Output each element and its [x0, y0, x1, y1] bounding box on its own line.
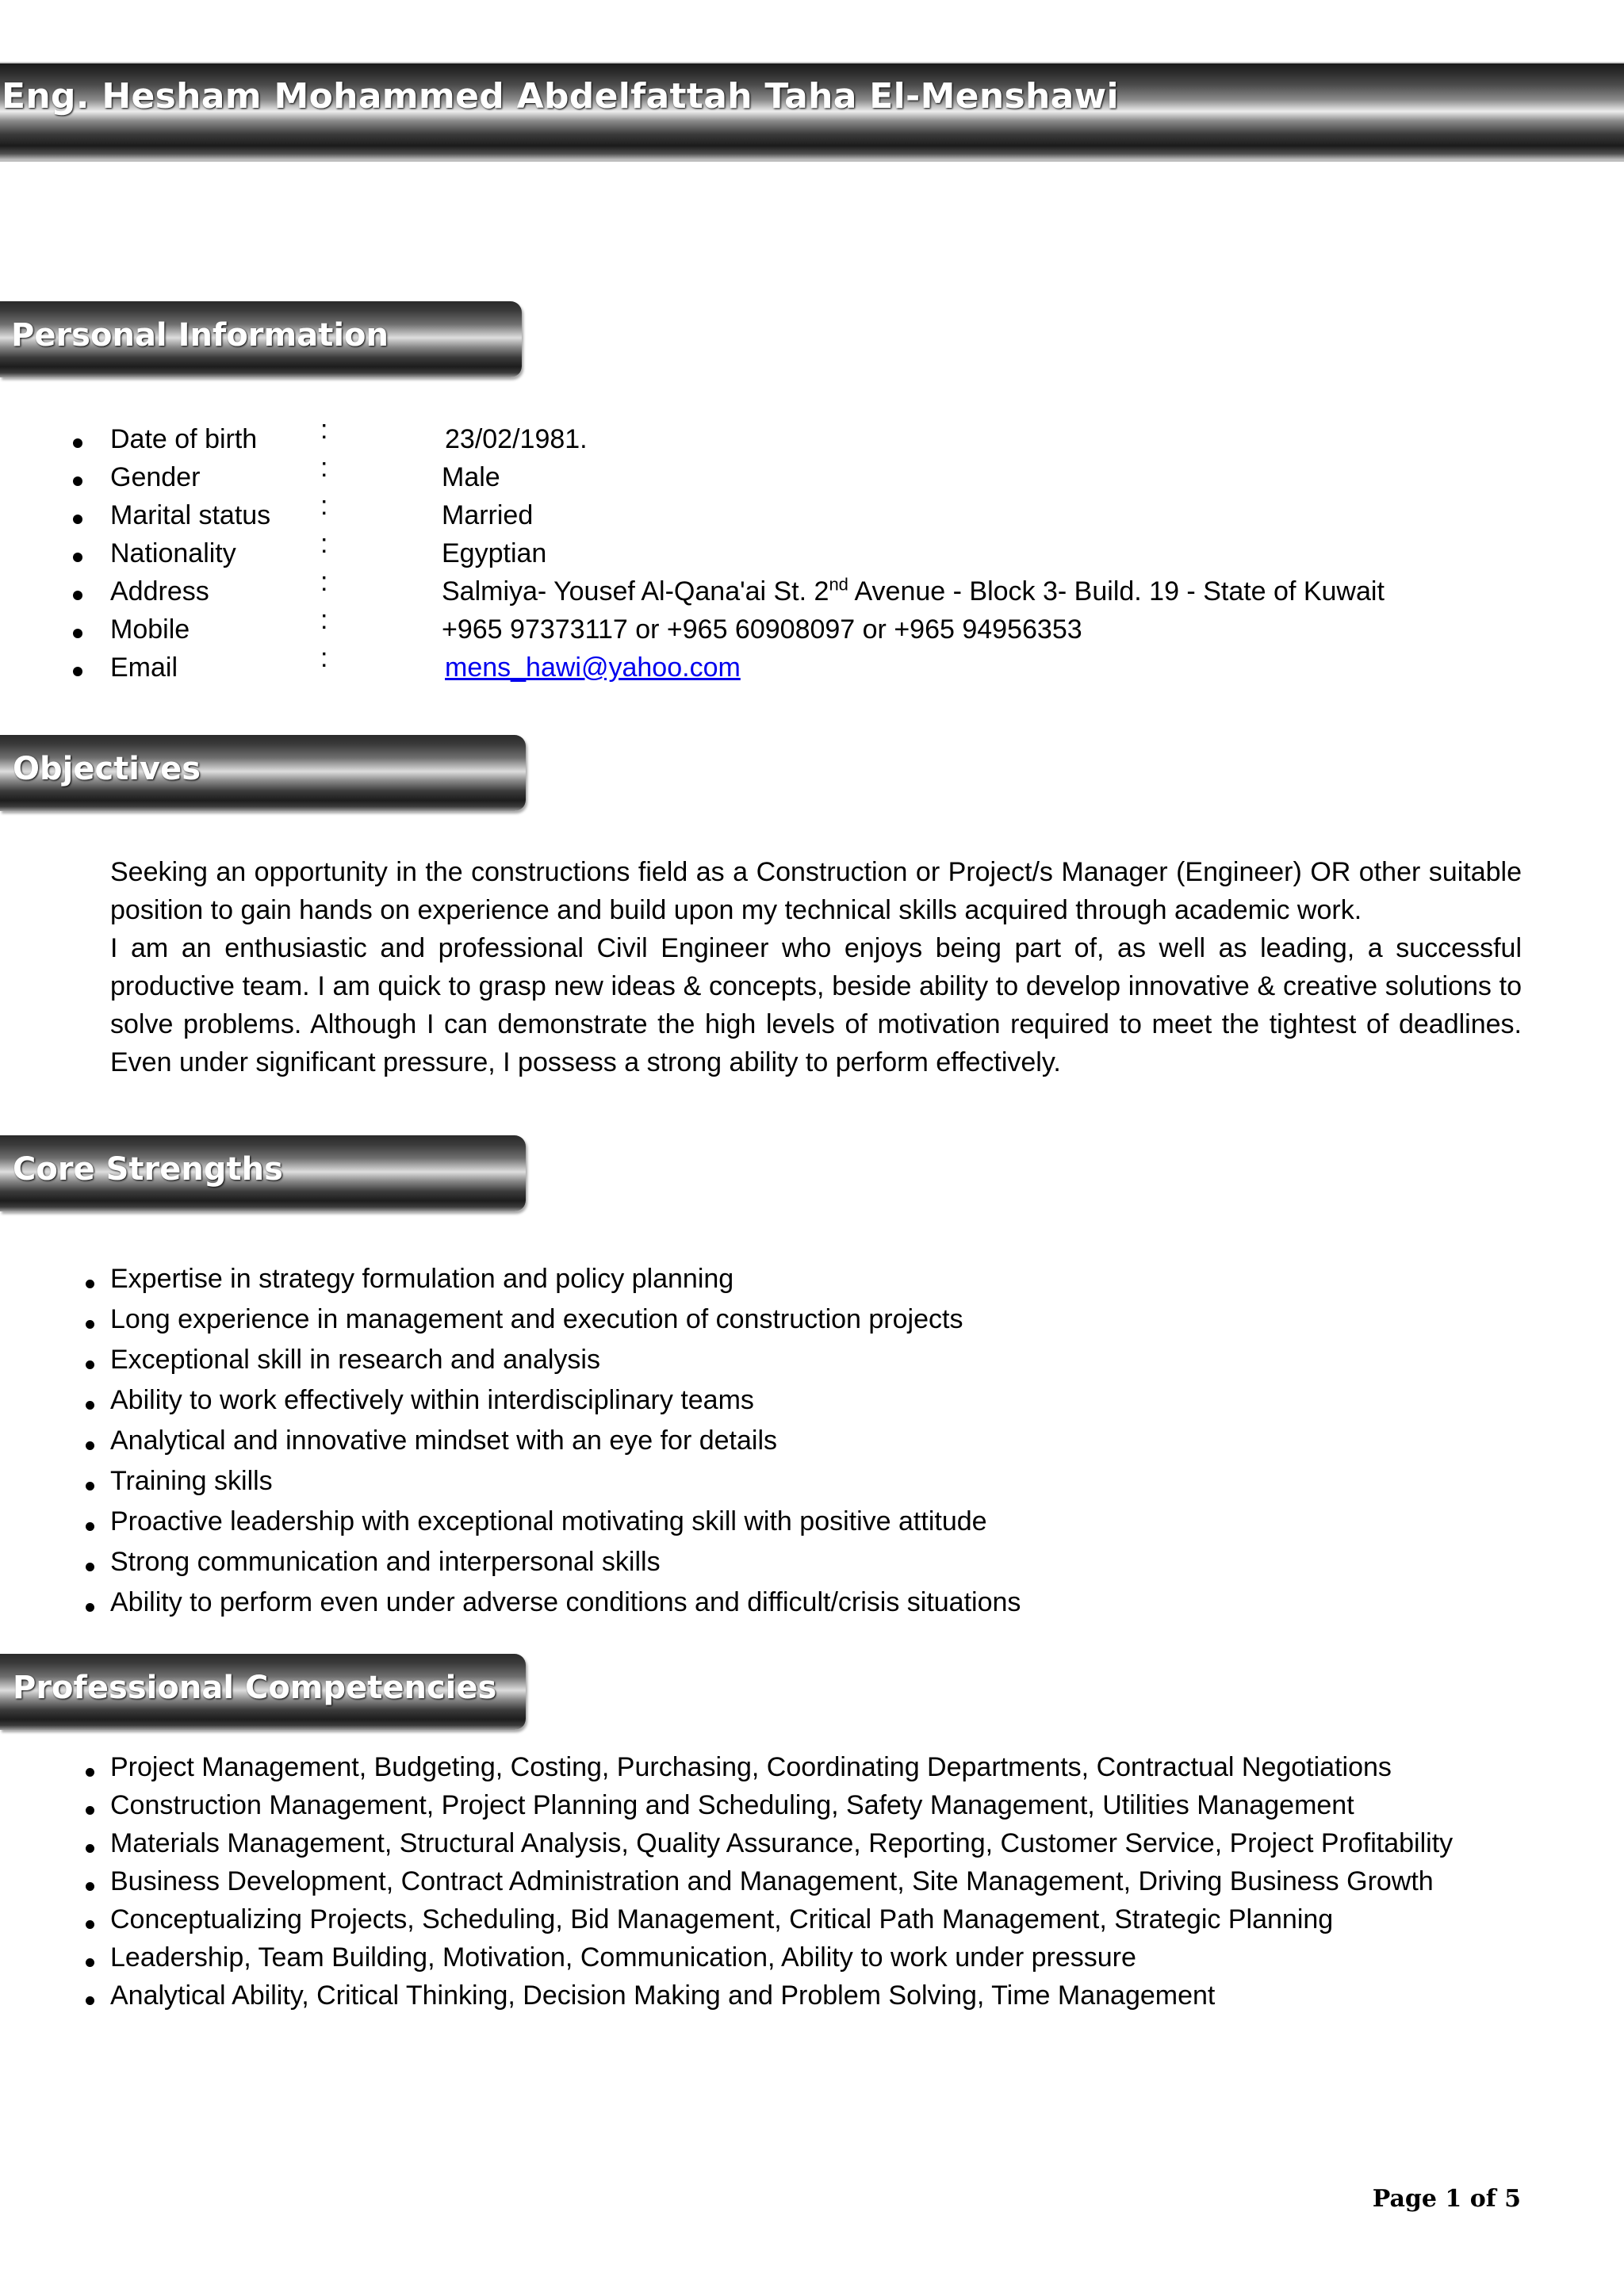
list-item — [0, 1425, 1624, 1466]
competencies-list — [0, 1752, 1624, 2019]
list-item — [0, 1980, 1624, 2019]
bullet-icon — [86, 1768, 94, 1777]
bullet-icon — [73, 629, 82, 638]
bullet-icon — [86, 1920, 94, 1929]
list-item-text: Strong communication and interpersonal skills — [110, 1547, 661, 1577]
info-value: Egyptian — [442, 538, 547, 568]
info-value: 23/02/1981. — [445, 424, 588, 454]
bullet-icon — [86, 1320, 94, 1329]
list-item-text: Proactive leadership with exceptional motivating skill with positive attitude — [110, 1506, 987, 1536]
list-item-text: Exceptional skill in research and analysis — [110, 1345, 600, 1375]
bullet-icon — [86, 1401, 94, 1410]
info-label: Email — [110, 652, 178, 683]
section-header-personal-information — [0, 301, 522, 377]
info-colon: : — [320, 567, 328, 597]
list-item — [0, 1264, 1624, 1304]
info-value: Male — [442, 462, 500, 492]
info-colon: : — [320, 453, 328, 483]
info-row-email — [0, 643, 1624, 691]
list-item-text: Leadership, Team Building, Motivation, Communication, Ability to work under pressure — [110, 1942, 1136, 1973]
list-item-text: Business Development, Contract Administration and Management, Site Management, Driving Business Growth — [110, 1866, 1434, 1896]
objectives-text — [110, 853, 1522, 1081]
info-value: Married — [442, 500, 534, 530]
info-label: Date of birth — [110, 424, 258, 454]
list-item-text: Materials Management, Structural Analysis, Quality Assurance, Reporting, Customer Service, Project Profitability — [110, 1828, 1454, 1858]
info-label: Marital status — [110, 500, 271, 530]
section-title: Professional Competencies — [13, 1670, 497, 1706]
list-item — [0, 1752, 1624, 1790]
bullet-icon — [86, 1441, 94, 1450]
bullet-icon — [86, 1844, 94, 1853]
candidate-name: Eng. Hesham Mohammed Abdelfattah Taha El-Menshawi — [2, 76, 1119, 117]
list-item-text: Expertise in strategy formulation and policy planning — [110, 1264, 734, 1294]
list-item — [0, 1506, 1624, 1547]
info-label: Nationality — [110, 538, 236, 568]
info-row-gender — [0, 453, 1624, 500]
bullet-icon — [86, 1522, 94, 1531]
list-item — [0, 1904, 1624, 1942]
objectives-paragraph: I am an enthusiastic and professional Civil Engineer who enjoys being part of, as well as leading, a successful productive team. I am quick to grasp new ideas & concepts, beside ability to develop innovative & creative solutions to solve problems. Although I can demonstrate the high levels of motivation required to meet the tightest of deadlines. Even under significant pressure, I possess a strong ability to perform effectively. — [110, 933, 1522, 1077]
bullet-icon — [73, 476, 82, 486]
address-part: Avenue - Block 3- Build. 19 - State of Kuwait — [848, 576, 1385, 607]
list-item — [0, 1866, 1624, 1904]
list-item-text: Training skills — [110, 1466, 273, 1496]
bullet-icon — [86, 1882, 94, 1891]
bullet-icon — [73, 591, 82, 600]
info-colon: : — [320, 529, 328, 559]
section-title: Personal Information — [11, 317, 389, 354]
list-item — [0, 1385, 1624, 1425]
list-item-text: Conceptualizing Projects, Scheduling, Bid Management, Critical Path Management, Strategic Planning — [110, 1904, 1334, 1934]
bullet-icon — [86, 1280, 94, 1288]
bullet-icon — [73, 667, 82, 676]
bullet-icon — [73, 553, 82, 562]
list-item — [0, 1942, 1624, 1980]
bullet-icon — [73, 438, 82, 448]
list-item-text: Ability to work effectively within interdisciplinary teams — [110, 1385, 754, 1415]
info-row-mobile — [0, 605, 1624, 652]
info-colon: : — [320, 605, 328, 635]
list-item-text: Ability to perform even under adverse conditions and difficult/crisis situations — [110, 1587, 1021, 1617]
bullet-icon — [86, 1958, 94, 1967]
bullet-icon — [86, 1482, 94, 1490]
bullet-icon — [86, 1996, 94, 2005]
list-item-text: Analytical and innovative mindset with an eye for details — [110, 1425, 778, 1456]
list-item — [0, 1345, 1624, 1385]
list-item-text: Long experience in management and execution of construction projects — [110, 1304, 963, 1334]
bullet-icon — [73, 515, 82, 524]
page-number: Page 1 of 5 — [1372, 2185, 1521, 2213]
list-item — [0, 1547, 1624, 1587]
section-header-core-strengths — [0, 1135, 526, 1211]
list-item — [0, 1790, 1624, 1828]
info-row-address — [0, 567, 1624, 614]
section-title: Core Strengths — [13, 1151, 283, 1188]
info-row-marital-status — [0, 491, 1624, 538]
list-item-text: Construction Management, Project Planning and Scheduling, Safety Management, Utilities Management — [110, 1790, 1354, 1820]
email-link[interactable]: mens_hawi@yahoo.com — [445, 652, 741, 683]
info-colon: : — [320, 491, 328, 521]
section-title: Objectives — [13, 751, 201, 787]
bullet-icon — [86, 1603, 94, 1612]
info-row-date-of-birth — [0, 415, 1624, 462]
list-item-text: Analytical Ability, Critical Thinking, Decision Making and Problem Solving, Time Management — [110, 1980, 1216, 2011]
info-row-nationality — [0, 529, 1624, 576]
info-label: Address — [110, 576, 209, 607]
list-item — [0, 1828, 1624, 1866]
list-item — [0, 1304, 1624, 1345]
list-item-text: Project Management, Budgeting, Costing, Purchasing, Coordinating Departments, Contractual Negotiations — [110, 1752, 1392, 1782]
address-part: Salmiya- Yousef Al-Qana'ai St. 2 — [442, 576, 829, 607]
objectives-paragraph: Seeking an opportunity in the constructions field as a Construction or Project/s Manager (Engineer) OR other suitable position to gain hands on experience and build upon my technical skills acquired through academic work. — [110, 857, 1522, 925]
bullet-icon — [86, 1806, 94, 1815]
address-superscript: nd — [829, 574, 848, 595]
info-value — [442, 576, 1385, 607]
section-header-objectives — [0, 735, 526, 811]
bullet-icon — [86, 1360, 94, 1369]
info-label: Gender — [110, 462, 201, 492]
bullet-icon — [86, 1563, 94, 1571]
core-strengths-list — [0, 1264, 1624, 1628]
info-label: Mobile — [110, 614, 190, 645]
info-colon: : — [320, 643, 328, 673]
info-colon: : — [320, 415, 328, 445]
section-header-professional-competencies — [0, 1654, 526, 1730]
list-item — [0, 1466, 1624, 1506]
info-value: +965 97373117 or +965 60908097 or +965 94956353 — [442, 614, 1082, 645]
list-item — [0, 1587, 1624, 1628]
